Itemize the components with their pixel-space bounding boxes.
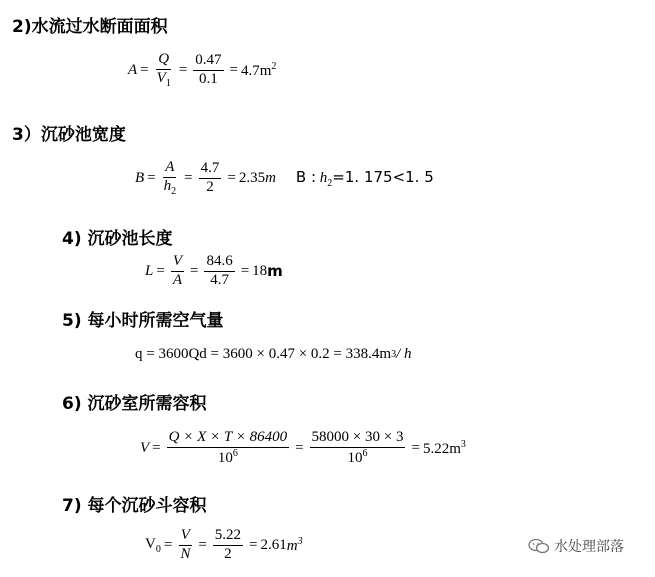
formula-length: L = $\frac{V}{A}$ = $\frac{84.6}{4.7}$ = 18 m bbox=[145, 253, 283, 288]
section-heading-4: 4) 沉砂池长度 bbox=[62, 229, 173, 249]
section-heading-2: 2)水流过水断面面积 bbox=[12, 17, 168, 37]
formula-width-note: B : $h_2=1$. 175<1. 5 bbox=[295, 168, 434, 190]
formula-area-frac1: $\frac{Q}{V_1}$ bbox=[156, 51, 171, 89]
formula-area-lhs: A bbox=[128, 62, 138, 79]
formula-length-frac1: $\frac{V}{A}$ bbox=[172, 253, 182, 288]
formula-hopper-frac1: $\frac{V}{N}$ bbox=[180, 527, 191, 562]
wechat-icon bbox=[528, 538, 550, 554]
formula-hopper: $V_0$ = $\frac{V}{N}$ = $\frac{5.22}{2}$ = 2.61 $m^3$ bbox=[145, 527, 303, 562]
formula-width: B = $\frac{A}{h_2}$ = $\frac{4.7}{2}$ = 2.35 m B : $h_2=1$. 175<1. 5 bbox=[135, 159, 434, 197]
watermark bbox=[528, 536, 624, 556]
section-heading-5: 5) 每小时所需空气量 bbox=[62, 311, 224, 331]
section-heading-6: 6) 沉砂室所需容积 bbox=[62, 394, 207, 414]
formula-volume-frac1: $\frac{Q \times X \times T \times 86400}{10^6}$ bbox=[168, 429, 288, 466]
formula-length-frac2: $\frac{84.6}{4.7}$ bbox=[206, 253, 233, 288]
watermark-text: 水处理部落 bbox=[554, 539, 624, 555]
formula-area-result: $4.7m^2$ bbox=[241, 61, 277, 80]
formula-width-frac1: $\frac{A}{h_2}$ bbox=[163, 159, 177, 197]
formula-width-frac2: $\frac{4.7}{2}$ bbox=[200, 160, 220, 196]
formula-volume-frac2: $\frac{58000 \times 30 \times 3}{10^6}$ bbox=[311, 429, 404, 466]
section-heading-7: 7) 每个沉砂斗容积 bbox=[62, 496, 207, 516]
formula-air: q = 3600Qd = 3600 × 0.47 × 0.2 = 338.4m 3 / h bbox=[135, 346, 412, 362]
formula-volume: V = $\frac{Q \times X \times T \times 86400}{10^6}$ = $\frac{58000 \times 30 \times 3}{10^6}$ = $5.22m^3$ bbox=[140, 429, 466, 466]
formula-area: A = $\frac{Q}{V_1}$ = $\frac{0.47}{0.1}$ = $4.7m^2$ bbox=[128, 51, 277, 89]
section-heading-3: 3）沉砂池宽度 bbox=[12, 125, 126, 145]
formula-hopper-frac2: $\frac{5.22}{2}$ bbox=[214, 527, 242, 562]
formula-area-frac2: $\frac{0.47}{0.1}$ bbox=[195, 52, 222, 88]
